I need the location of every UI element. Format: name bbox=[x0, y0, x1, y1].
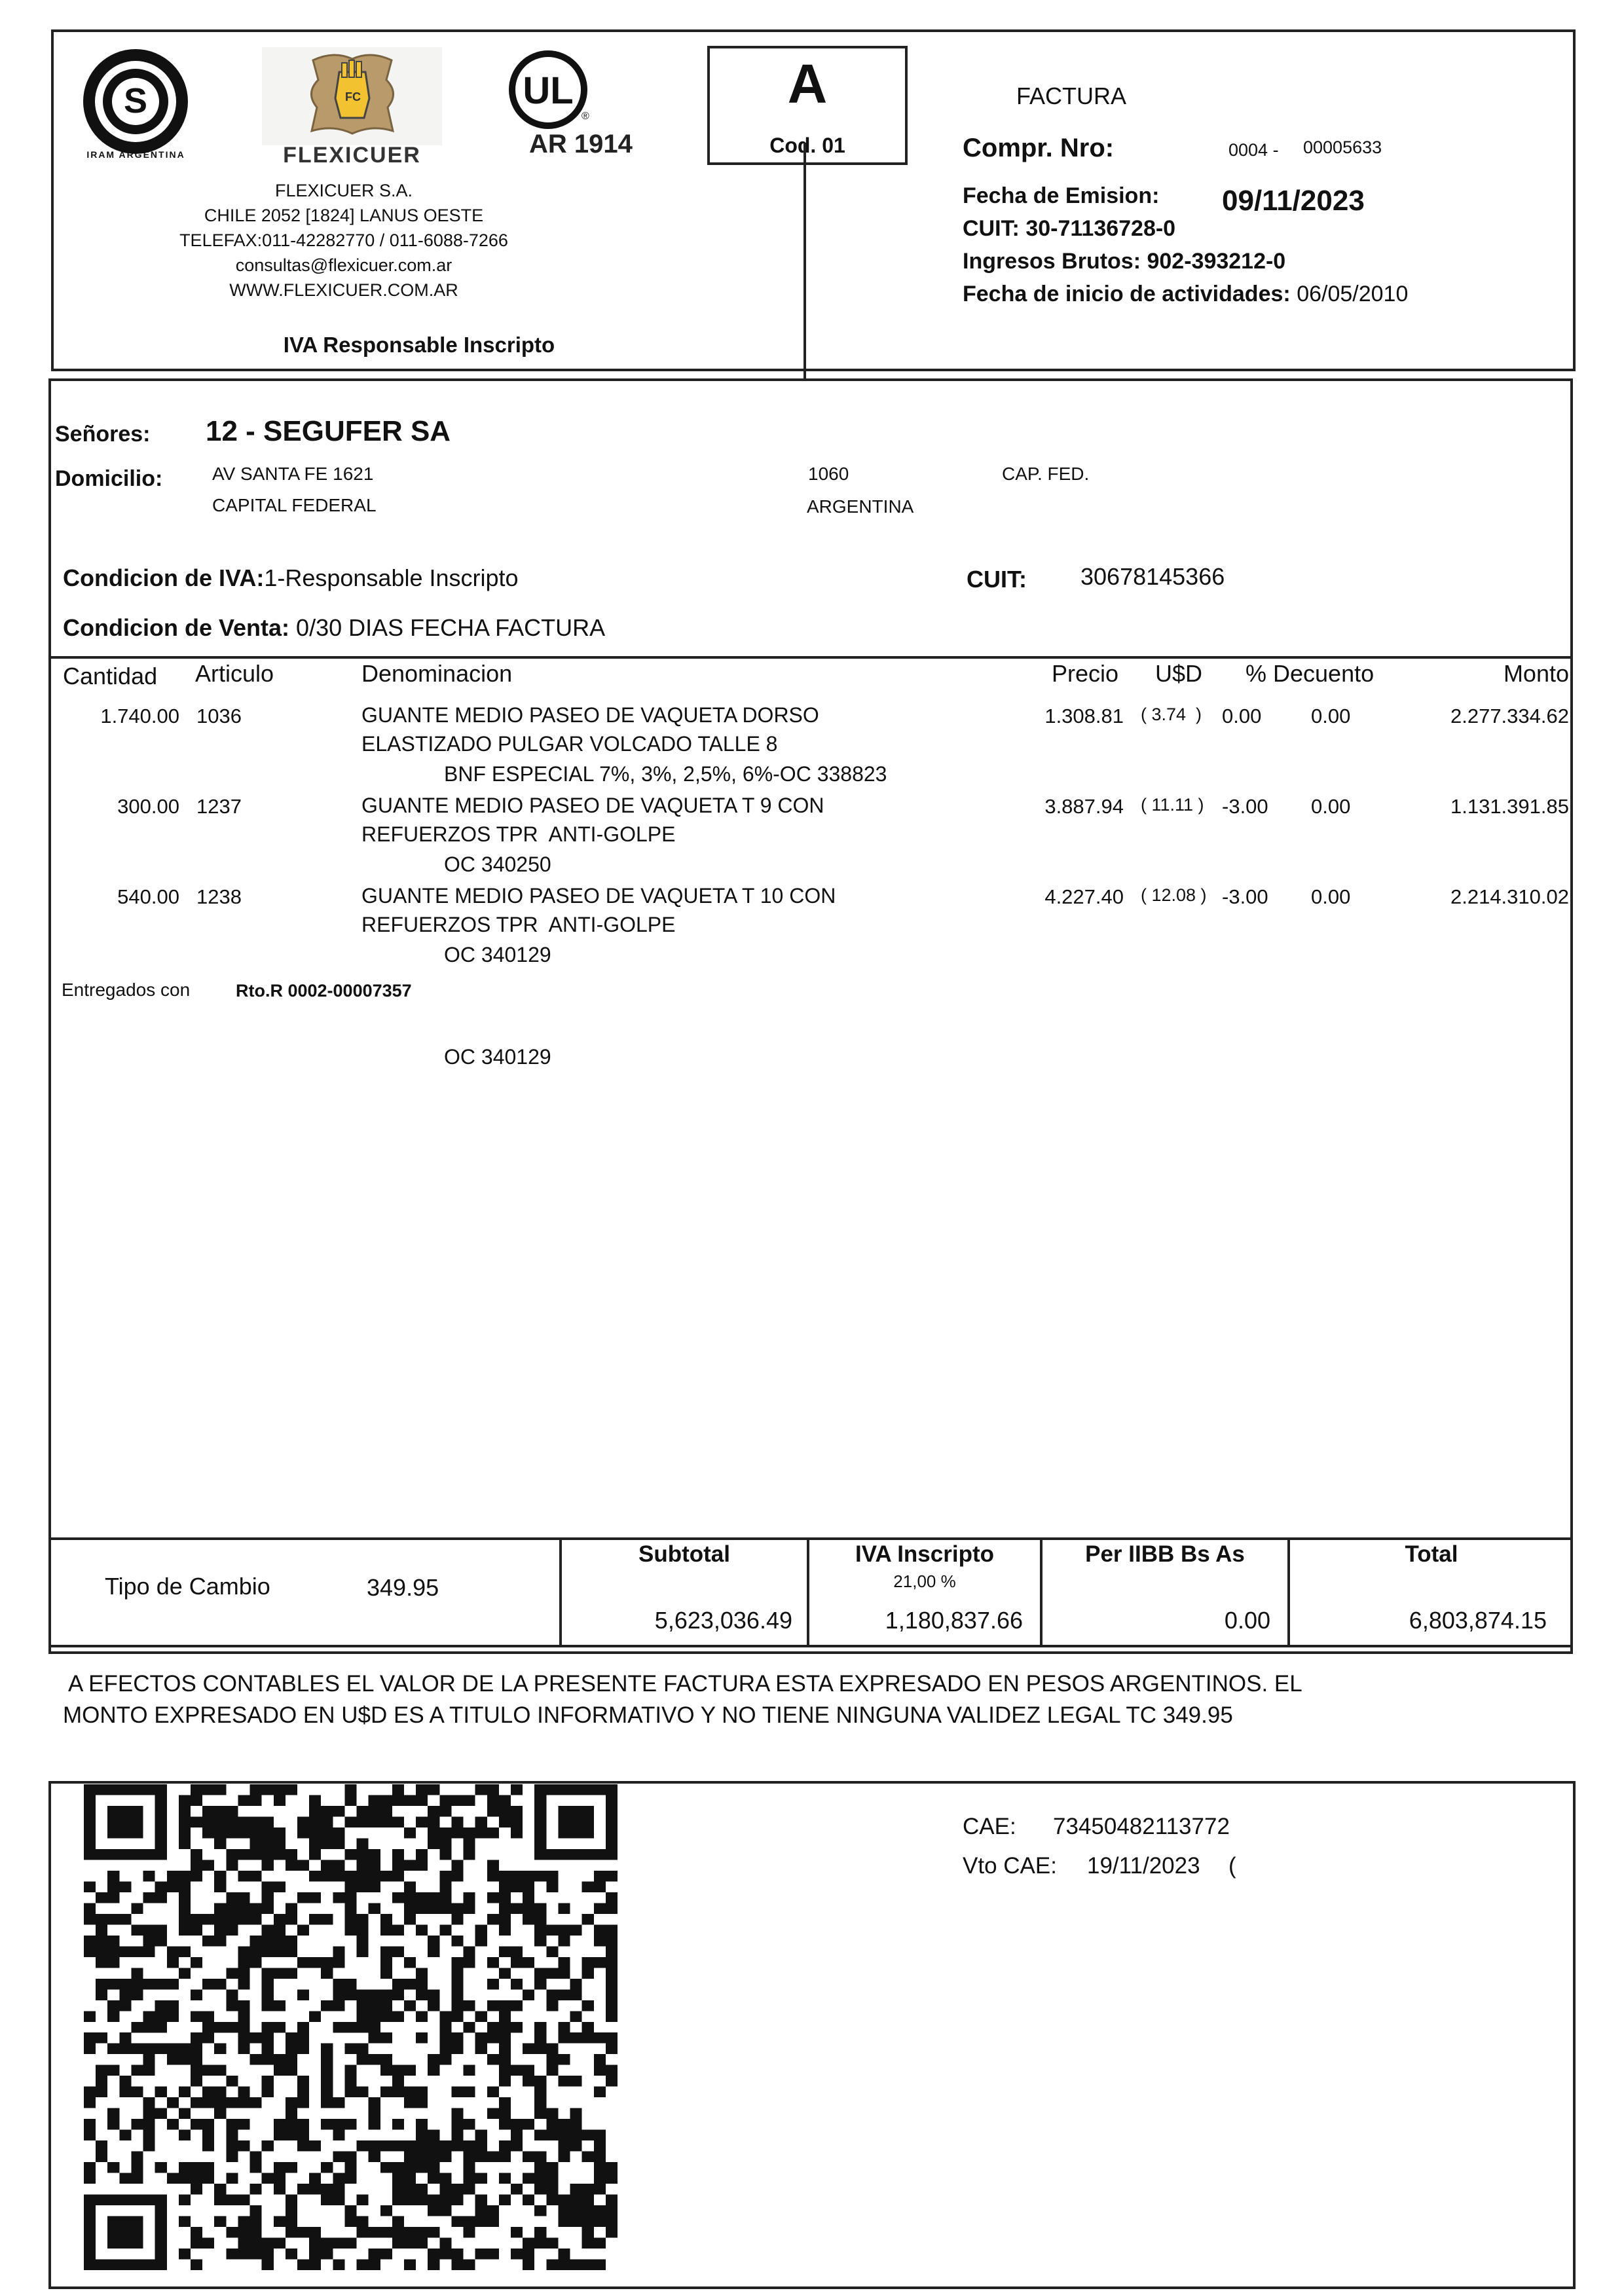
table-header-top-line bbox=[48, 656, 1573, 659]
header-amount: Monto bbox=[1503, 660, 1569, 687]
purchase-order-note: OC 340129 bbox=[444, 1045, 551, 1069]
row-discount-2: 0.00 bbox=[1311, 885, 1351, 908]
header-description: Denominacion bbox=[361, 660, 513, 687]
cae-expiry-extra: ( bbox=[1228, 1853, 1236, 1879]
row-description-3: BNF ESPECIAL 7%, 3%, 2,5%, 6%-OC 338823 bbox=[444, 762, 887, 786]
iva-condition-value: 1-Responsable Inscripto bbox=[264, 564, 519, 591]
delivered-reference: Rto.R 0002-00007357 bbox=[236, 981, 412, 1001]
row-qty: 1.740.00 bbox=[100, 705, 179, 727]
row-description-2: ELASTIZADO PULGAR VOLCADO TALLE 8 bbox=[361, 732, 778, 756]
issuer-address: CHILE 2052 [1824] LANUS OESTE bbox=[204, 206, 484, 225]
header-article: Articulo bbox=[195, 660, 274, 687]
row-description-2: REFUERZOS TPR ANTI-GOLPE bbox=[361, 913, 676, 936]
invoice-point-of-sale: 0004 - bbox=[1228, 140, 1279, 160]
header-divider bbox=[803, 143, 806, 380]
issuer-name: FLEXICUER S.A. bbox=[274, 181, 413, 200]
header-qty: Cantidad bbox=[63, 663, 158, 689]
ul-certification-icon bbox=[499, 47, 597, 132]
iram-s-seal-icon bbox=[79, 45, 193, 159]
doc-type-letter: A bbox=[787, 53, 828, 115]
legal-notice-line-1: A EFECTOS CONTABLES EL VALOR DE LA PRESENTE FACTURA ESTA EXPRESADO EN PESOS ARGENTINOS. EL bbox=[68, 1671, 1302, 1697]
issuer-web: WWW.FLEXICUER.COM.AR bbox=[229, 280, 458, 300]
iibb-value: 0.00 bbox=[1224, 1607, 1270, 1634]
address-label: Domicilio: bbox=[55, 466, 163, 491]
row-usd: ( 11.11 ) bbox=[1141, 795, 1204, 815]
iva-rate: 21,00 % bbox=[893, 1571, 956, 1591]
row-amount: 1.131.391.85 bbox=[1450, 795, 1569, 818]
row-discount-1: -3.00 bbox=[1222, 795, 1268, 818]
delivered-label: Entregados con bbox=[62, 980, 191, 1000]
iva-value: 1,180,837.66 bbox=[885, 1607, 1023, 1634]
activity-start bbox=[963, 282, 1408, 307]
cae-value: 73450482113772 bbox=[1053, 1814, 1230, 1839]
activity-start-label: Fecha de inicio de actividades: bbox=[963, 282, 1291, 306]
row-article: 1237 bbox=[196, 795, 242, 818]
customer-postal-code: 1060 bbox=[808, 464, 849, 484]
customer-city: CAPITAL FEDERAL bbox=[212, 495, 377, 515]
customer-country: ARGENTINA bbox=[807, 496, 914, 517]
cae-label: CAE: bbox=[963, 1814, 1016, 1839]
svg-text:UL: UL bbox=[523, 69, 574, 112]
customer-cuit-label: CUIT: bbox=[967, 566, 1027, 593]
sale-condition-value: 0/30 DIAS FECHA FACTURA bbox=[296, 614, 606, 641]
activity-start-date: 06/05/2010 bbox=[1297, 282, 1409, 306]
row-qty: 300.00 bbox=[117, 795, 179, 818]
invoice-date-label: Fecha de Emision: bbox=[963, 183, 1160, 208]
invoice-number: 00005633 bbox=[1303, 138, 1382, 157]
legal-notice-line-2: MONTO EXPRESADO EN U$D ES A TITULO INFORMATIVO Y NO TIENE NINGUNA VALIDEZ LEGAL TC 349.95 bbox=[63, 1702, 1233, 1728]
sale-condition bbox=[63, 614, 605, 642]
invoice-title: FACTURA bbox=[1016, 83, 1127, 109]
row-article: 1238 bbox=[196, 885, 242, 908]
row-description-2: REFUERZOS TPR ANTI-GOLPE bbox=[361, 822, 676, 846]
iibb-label: Per IIBB Bs As bbox=[1085, 1541, 1245, 1567]
header-price: Precio bbox=[1052, 660, 1119, 687]
subtotal-label: Subtotal bbox=[638, 1541, 730, 1567]
totals-top-line bbox=[48, 1537, 1573, 1540]
row-discount-1: 0.00 bbox=[1222, 705, 1262, 727]
flexicuer-logo-text: FLEXICUER bbox=[283, 143, 421, 168]
iram-seal-text: IRAM ARGENTINA bbox=[86, 149, 185, 160]
customer-province: CAP. FED. bbox=[1002, 464, 1090, 484]
row-description-1: GUANTE MEDIO PASEO DE VAQUETA DORSO bbox=[361, 703, 819, 727]
row-discount-1: -3.00 bbox=[1222, 885, 1268, 908]
row-usd: ( 12.08 ) bbox=[1141, 885, 1207, 905]
row-description-3: OC 340129 bbox=[444, 943, 551, 966]
svg-text:FC: FC bbox=[345, 90, 361, 103]
issuer-cuit: CUIT: 30-71136728-0 bbox=[963, 216, 1176, 241]
customer-iva-condition bbox=[63, 564, 519, 592]
sale-condition-label: Condicion de Venta: bbox=[63, 614, 290, 641]
row-description-1: GUANTE MEDIO PASEO DE VAQUETA T 10 CON bbox=[361, 884, 836, 908]
exchange-rate-label: Tipo de Cambio bbox=[105, 1573, 270, 1600]
row-article: 1036 bbox=[196, 705, 242, 727]
svg-text:®: ® bbox=[581, 111, 589, 122]
row-amount: 2.214.310.02 bbox=[1450, 885, 1569, 908]
invoice-date: 09/11/2023 bbox=[1222, 185, 1365, 217]
issuer-iibb: Ingresos Brutos: 902-393212-0 bbox=[963, 249, 1286, 274]
row-usd: ( 3.74 ) bbox=[1141, 705, 1202, 724]
totals-bottom-line bbox=[48, 1645, 1573, 1647]
customer-street: AV SANTA FE 1621 bbox=[212, 464, 374, 484]
row-price: 4.227.40 bbox=[1044, 885, 1124, 908]
svg-text:S: S bbox=[123, 81, 148, 120]
invoice-number-label: Compr. Nro: bbox=[963, 134, 1115, 162]
issuer-email: consultas@flexicuer.com.ar bbox=[235, 255, 452, 275]
row-price: 3.887.94 bbox=[1044, 795, 1124, 818]
flexicuer-glove-logo-icon bbox=[262, 47, 442, 145]
issuer-iva-condition: IVA Responsable Inscripto bbox=[283, 333, 555, 357]
row-description-3: OC 340250 bbox=[444, 853, 551, 876]
cae-expiry-label: Vto CAE: bbox=[963, 1853, 1057, 1879]
row-description-1: GUANTE MEDIO PASEO DE VAQUETA T 9 CON bbox=[361, 794, 824, 817]
row-amount: 2.277.334.62 bbox=[1450, 705, 1569, 727]
doc-type-code: Cod. 01 bbox=[769, 134, 845, 157]
cae-expiry-value: 19/11/2023 bbox=[1087, 1853, 1200, 1879]
row-discount-2: 0.00 bbox=[1311, 795, 1351, 818]
total-label: Total bbox=[1405, 1541, 1458, 1567]
issuer-phone: TELEFAX:011-42282770 / 011-6088-7266 bbox=[179, 230, 508, 250]
row-discount-2: 0.00 bbox=[1311, 705, 1351, 727]
header-discount: % Decuento bbox=[1246, 660, 1375, 687]
ul-logo-text: AR 1914 bbox=[529, 130, 633, 158]
row-price: 1.308.81 bbox=[1044, 705, 1124, 727]
qr-code-icon bbox=[84, 1784, 618, 2270]
header-usd: U$D bbox=[1155, 660, 1203, 687]
iva-label: IVA Inscripto bbox=[855, 1541, 994, 1567]
subtotal-value: 5,623,036.49 bbox=[654, 1607, 792, 1634]
row-qty: 540.00 bbox=[117, 885, 179, 908]
customer-cuit-value: 30678145366 bbox=[1080, 563, 1225, 590]
customer-name: 12 - SEGUFER SA bbox=[206, 415, 451, 447]
exchange-rate-value: 349.95 bbox=[367, 1574, 439, 1601]
customer-label: Señores: bbox=[55, 422, 151, 447]
iva-condition-label: Condicion de IVA: bbox=[63, 564, 265, 591]
total-value: 6,803,874.15 bbox=[1409, 1607, 1547, 1634]
